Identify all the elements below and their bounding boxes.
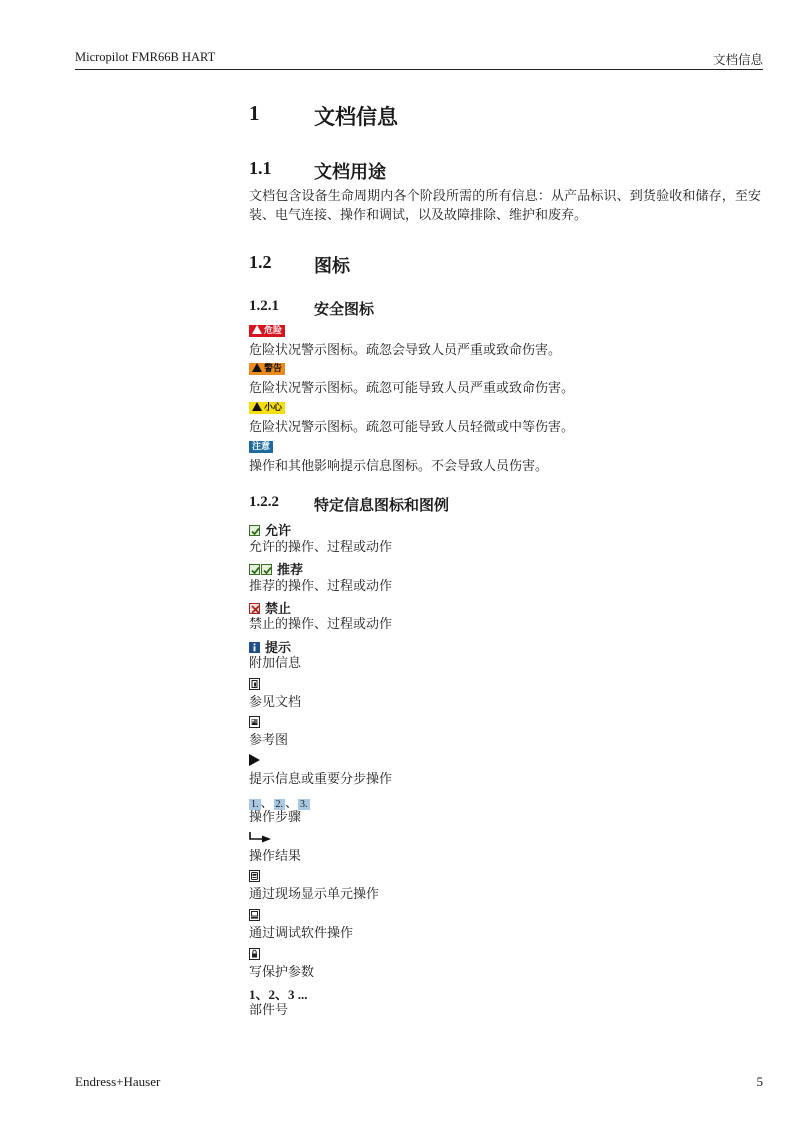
page-header (75, 50, 763, 70)
legend-graphic-ref-text: 参考图 (249, 732, 289, 747)
result-arrow-icon (249, 831, 273, 843)
page-footer (75, 1074, 763, 1090)
warning-triangle-icon (252, 363, 262, 372)
write-protect-lock-icon (249, 948, 260, 960)
legend-permitted-text: 允许的操作、过程或动作 (249, 539, 393, 554)
legend-local-display-text: 通过现场显示单元操作 (249, 886, 380, 901)
computer-icon (249, 909, 260, 921)
header-section: 文档信息 (712, 53, 763, 67)
purpose-paragraph: 文档包含设备生命周期内各个阶段所需的所有信息：从产品标识、到货验收和储存，至安装、电气连接、操作和调试，以及故障排除、维护和废弃。 (249, 188, 761, 222)
legend-software-text: 通过调试软件操作 (249, 925, 354, 940)
warning-description: 危险状况警示图标。疏忽可能导致人员严重或致命伤害。 (249, 380, 575, 395)
legend-tip: 提示 (249, 637, 291, 656)
warning-triangle-icon (252, 325, 262, 334)
page-number: 5 (756, 1074, 763, 1089)
play-triangle-icon (249, 754, 260, 766)
legend-tip-text: 附加信息 (249, 655, 302, 670)
danger-description: 危险状况警示图标。疏忽会导致人员严重或致命伤害。 (249, 342, 562, 357)
footer-brand: Endress+Hauser (75, 1074, 161, 1089)
step-number: 3. (300, 799, 308, 810)
subsection-number: 1.2.2 (249, 494, 279, 510)
document-reference-icon (249, 678, 260, 690)
checkbox-tick-icon (249, 525, 260, 536)
legend-result-text: 操作结果 (249, 848, 302, 863)
section-title: 图标 (314, 256, 350, 276)
legend-part-numbers-text: 部件号 (249, 1002, 289, 1017)
subsection-title: 特定信息图标和图例 (314, 498, 450, 514)
caution-badge: 小心 (249, 402, 285, 414)
legend-recommended-text: 推荐的操作、过程或动作 (249, 578, 393, 593)
danger-badge: 危险 (249, 325, 285, 337)
step-number: 1. (251, 799, 259, 810)
local-display-icon (249, 870, 260, 882)
graphic-reference-icon (249, 716, 260, 728)
warning-triangle-icon (252, 402, 262, 411)
section-number: 1.2 (249, 252, 272, 272)
legend-forbidden: 禁止 (249, 598, 291, 617)
notice-badge: 注意 (249, 441, 273, 453)
subsection-number: 1.2.1 (249, 298, 279, 314)
legend-permitted: 允许 (249, 520, 291, 539)
legend-important-step-text: 提示信息或重要分步操作 (249, 771, 393, 786)
warning-badge: 警告 (249, 363, 285, 375)
legend-write-protect-text: 写保护参数 (249, 964, 315, 979)
legend-doc-ref-text: 参见文档 (249, 694, 302, 709)
caution-description: 危险状况警示图标。疏忽可能导致人员轻微或中等伤害。 (249, 419, 575, 434)
section-number: 1.1 (249, 158, 272, 178)
step-number: 2. (275, 799, 284, 810)
header-product: Micropilot FMR66B HART (75, 50, 216, 64)
legend-steps-text: 操作步骤 (249, 809, 302, 824)
legend-part-numbers: 1、2、3 ... (249, 987, 308, 1002)
legend-recommended: 推荐 (249, 559, 303, 578)
notice-description: 操作和其他影响提示信息图标。不会导致人员伤害。 (249, 458, 549, 473)
legend-step-numbers: 1. 、 2. 、 3. (251, 795, 308, 810)
subsection-title: 安全图标 (314, 302, 375, 318)
section-title: 文档用途 (314, 162, 386, 182)
double-tick-icon (249, 564, 260, 575)
chapter-number: 1 (249, 101, 260, 125)
chapter-title: 文档信息 (314, 105, 398, 129)
legend-forbidden-text: 禁止的操作、过程或动作 (249, 616, 393, 631)
